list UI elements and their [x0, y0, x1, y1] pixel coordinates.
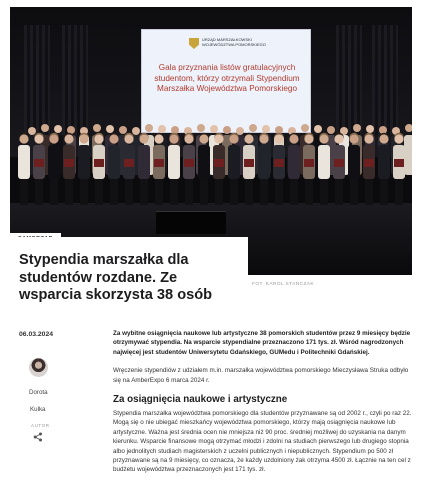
screen-title: Gala przyznania listów gratulacyjnych studentom, którzy otrzymali Stypendium Marszałka Województwa Pomorskiego [154, 63, 300, 93]
award-folder [244, 159, 254, 167]
screen-logo-text: URZĄD MARSZAŁKOWSKI WOJEWÓDZTWA POMORSKIEGO [202, 37, 266, 47]
share-icon[interactable] [33, 432, 43, 442]
article-title: Stypendia marszałka dla studentów rozdane. Ze wsparcia skorzysta 38 osób [19, 252, 213, 303]
article-subheading: Za osiągnięcia naukowe i artystyczne [113, 394, 288, 406]
publish-date: 06.03.2024 [19, 331, 54, 338]
award-folder [274, 159, 284, 167]
award-folder [94, 159, 104, 167]
article-headline-box [10, 237, 248, 305]
award-folder [64, 159, 74, 167]
group-of-people [10, 7, 412, 275]
award-folder [124, 159, 134, 167]
article-body [113, 329, 413, 475]
article-lead: Za wybitne osiągnięcia naukowe lub artystyczne 38 pomorskich studentów przez 9 miesięcy będzie otrzymywać stypendia. Na wsparcie stypendialne przeznaczono 171 tys. zł. Wśród nagrodzonych najwięcej jest studentów Uniwersytetu Gdańskiego, GUMedu i Politechniki Gdańskiej. [113, 330, 411, 356]
hero-photo [10, 7, 412, 275]
award-folder [394, 159, 404, 167]
award-folder [364, 159, 374, 167]
award-folder [184, 159, 194, 167]
author-last-name[interactable]: Kulka [30, 406, 46, 413]
photo-credit: FOT. KAROL STAŃCZAK [252, 282, 314, 287]
award-folder [334, 159, 344, 167]
award-folder [154, 159, 164, 167]
author-first-name[interactable]: Dorota [29, 389, 48, 396]
article-paragraph: Stypendia marszałka województwa pomorskiego dla studentów przyznawane są od 2002 r., czyli po raz 22. Mogą się o nie ubiegać mieszkańcy województwa pomorskiego, którzy mają osiągnięcia naukowe lub artystyczne. Ważna jest średnia ocen nie mniejsza niż 90 proc. średniej możliwej do uzyskania na danym kierunku. Wsparcie finansowe mogą otrzymać młodzi i zdolni na studiach pierwszego lub drugiego stopnia albo jednolitych studiach magisterskich z uczelni publicznych i niepublicznych. Stypendium po 500 zł przyznawane są na 9 miesięcy, co oznacza, że każdy uzdolniony żak otrzyma 4500 zł. Łącznie na ten cel z budżetu województwa przeznaczonych jest 171 tys. zł. [113, 410, 412, 474]
award-folder [214, 159, 224, 167]
author-role-label: AUTOR [31, 423, 50, 428]
award-folder [34, 159, 44, 167]
award-folder [304, 159, 314, 167]
author-avatar[interactable] [29, 358, 48, 377]
article-paragraph: Wręczenie stypendiów z udziałem m.in. marszałka województwa pomorskiego Mieczysława Struka odbyło się na AmberExpo 6 marca 2024 r. [113, 367, 409, 384]
person-silhouette [404, 124, 412, 175]
